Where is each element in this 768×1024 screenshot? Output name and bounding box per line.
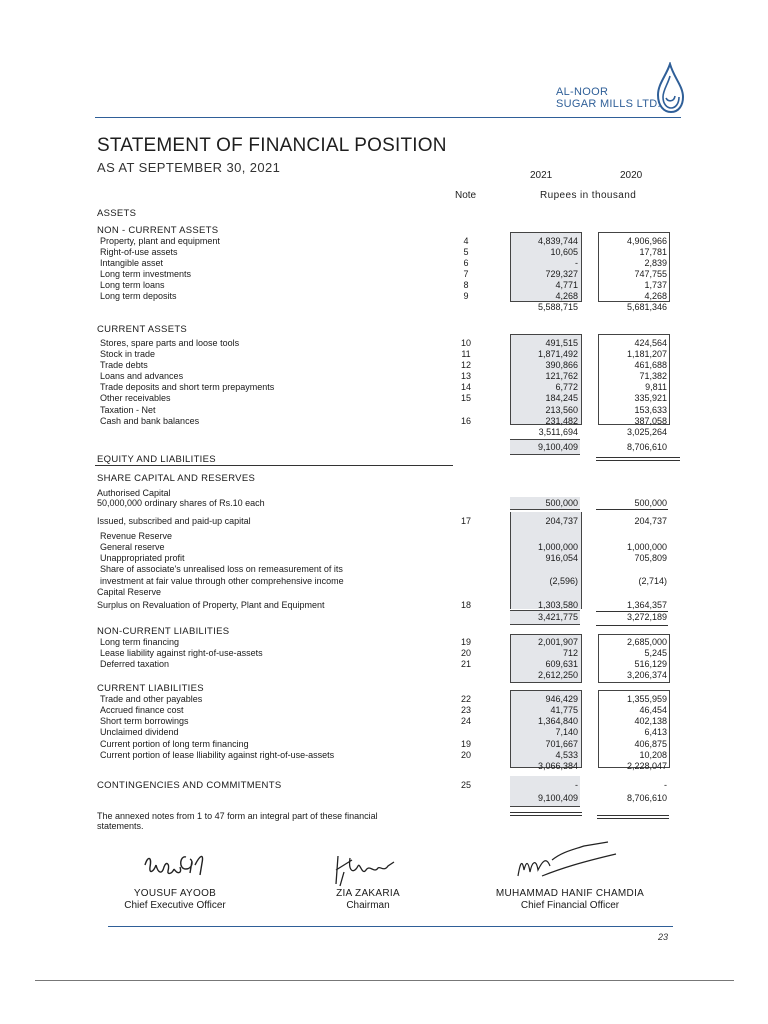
- row-label: Issued, subscribed and paid-up capital: [97, 516, 251, 526]
- table-row: [0, 780, 768, 791]
- row-value-2020: 2,228,047: [626, 761, 667, 771]
- table-row: [0, 473, 768, 484]
- signatory-chairman: [318, 888, 418, 912]
- row-value-2021: 491,515: [545, 338, 578, 348]
- row-note: 10: [460, 338, 471, 348]
- company-name-line1: AL-NOOR: [556, 86, 609, 98]
- row-label: Loans and advances: [100, 371, 184, 381]
- table-row: [0, 739, 768, 750]
- total-2021-double-rule-2: [510, 815, 582, 816]
- row-note: 15: [460, 393, 471, 403]
- row-value-2020: 1,000,000: [626, 542, 667, 552]
- chairman-title: Chairman: [346, 900, 390, 911]
- company-name-line2: SUGAR MILLS LTD.: [556, 98, 661, 110]
- table-row: [0, 531, 768, 542]
- row-value-2021: 3,066,384: [537, 761, 578, 771]
- row-value-2020: 6,413: [644, 727, 667, 737]
- table-row: [0, 612, 768, 623]
- row-label: Trade and other payables: [100, 694, 203, 704]
- row-value-2021: 1,303,580: [537, 600, 578, 610]
- row-label: Trade deposits and short term prepayments: [100, 382, 275, 392]
- units-header: Rupees in thousand: [540, 190, 637, 201]
- row-value-2020: 461,688: [634, 360, 667, 370]
- ceo-title: Chief Executive Officer: [124, 900, 226, 911]
- row-note: 5: [463, 247, 469, 257]
- row-label: Long term investments: [100, 269, 192, 279]
- footer-divider: [108, 926, 673, 927]
- table-row: [0, 258, 768, 269]
- row-value-2020: 3,206,374: [626, 670, 667, 680]
- row-note: 19: [460, 637, 471, 647]
- table-row: [0, 324, 768, 335]
- table-row: [0, 727, 768, 738]
- table-row: [0, 208, 768, 219]
- row-label: Revenue Reserve: [100, 531, 173, 541]
- row-label: EQUITY AND LIABILITIES: [97, 454, 216, 465]
- table-row: [0, 291, 768, 302]
- row-label: NON - CURRENT ASSETS: [97, 225, 219, 236]
- footnote-line1: The annexed notes from 1 to 47 form an integral part of these financial: [97, 811, 378, 821]
- row-label: Short term borrowings: [100, 716, 189, 726]
- row-value-2021: 7,140: [555, 727, 578, 737]
- table-row: [0, 670, 768, 681]
- row-note: 6: [463, 258, 469, 268]
- row-value-2021: 2,612,250: [537, 670, 578, 680]
- row-note: 14: [460, 382, 471, 392]
- table-row: [0, 564, 768, 575]
- row-value-2020: 3,025,264: [626, 427, 667, 437]
- row-value-2020: 1,181,207: [626, 349, 667, 359]
- table-row: [0, 761, 768, 772]
- total-2021-double-rule-1: [510, 812, 582, 813]
- table-row: [0, 454, 768, 465]
- row-label: Long term financing: [100, 637, 180, 647]
- table-row: [0, 587, 768, 598]
- row-note: 20: [460, 750, 471, 760]
- row-value-2021: 1,871,492: [537, 349, 578, 359]
- total-2020-double-rule-1: [597, 815, 669, 816]
- row-value-2020: 1,737: [644, 280, 667, 290]
- row-note: 11: [461, 349, 471, 359]
- row-label: Long term deposits: [100, 291, 177, 301]
- row-value-2021: -: [575, 780, 578, 790]
- equity-heading-rule: [95, 465, 453, 466]
- row-note: 23: [460, 705, 471, 715]
- row-label: Unappropriated profit: [100, 553, 185, 563]
- row-value-2021: 1,000,000: [537, 542, 578, 552]
- row-label: Lease liability against right-of-use-assets: [100, 648, 263, 658]
- row-value-2020: 1,364,357: [626, 600, 667, 610]
- row-value-2021: 9,100,409: [537, 442, 578, 452]
- ceo-signature: [140, 845, 220, 885]
- company-logo-icon: [652, 62, 686, 114]
- row-label: CURRENT ASSETS: [97, 324, 188, 335]
- row-value-2020: 5,245: [644, 648, 667, 658]
- row-value-2020: 8,706,610: [626, 793, 667, 803]
- table-row: [0, 393, 768, 404]
- row-label: Deferred taxation: [100, 659, 170, 669]
- row-value-2020: 1,355,959: [626, 694, 667, 704]
- table-row: [0, 553, 768, 564]
- row-value-2021: 204,737: [545, 516, 578, 526]
- row-value-2021: 500,000: [545, 498, 578, 508]
- row-value-2020: 204,737: [634, 516, 667, 526]
- row-label: Capital Reserve: [97, 587, 162, 597]
- table-row: [0, 360, 768, 371]
- row-label: General reserve: [100, 542, 165, 552]
- table-row: [0, 705, 768, 716]
- table-row: [0, 683, 768, 694]
- row-label: investment at fair value through other comprehensive income: [100, 576, 344, 586]
- row-value-2021: -: [575, 258, 578, 268]
- row-value-2020: (2,714): [638, 576, 667, 586]
- table-row: [0, 637, 768, 648]
- row-label: CURRENT LIABILITIES: [97, 683, 204, 694]
- row-value-2021: 609,631: [545, 659, 578, 669]
- table-row: [0, 793, 768, 804]
- row-value-2021: 712: [562, 648, 578, 658]
- row-label: Long term loans: [100, 280, 165, 290]
- table-row: [0, 716, 768, 727]
- cfo-signature: [512, 840, 622, 882]
- row-value-2021: (2,596): [549, 576, 578, 586]
- row-value-2021: 946,429: [545, 694, 578, 704]
- row-label: SHARE CAPITAL AND RESERVES: [97, 473, 256, 484]
- note-header: Note: [455, 190, 477, 201]
- row-label: Intangible asset: [100, 258, 164, 268]
- row-value-2021: 4,533: [555, 750, 578, 760]
- row-value-2020: 500,000: [634, 498, 667, 508]
- table-row: [0, 542, 768, 553]
- row-value-2021: 701,667: [545, 739, 578, 749]
- page-subtitle: AS AT SEPTEMBER 30, 2021: [97, 160, 281, 175]
- table-row: [0, 382, 768, 393]
- row-note: 22: [460, 694, 471, 704]
- row-value-2020: 335,921: [634, 393, 667, 403]
- row-label: Cash and bank balances: [100, 416, 200, 426]
- table-row: [0, 626, 768, 637]
- row-value-2020: 46,454: [639, 705, 667, 715]
- row-note: 4: [463, 236, 469, 246]
- row-note: 16: [460, 416, 471, 426]
- table-row: [0, 694, 768, 705]
- row-value-2021: 916,054: [545, 553, 578, 563]
- row-label: Surplus on Revaluation of Property, Plant and Equipment: [97, 600, 325, 610]
- page-number: 23: [658, 932, 669, 942]
- row-value-2021: 2,001,907: [537, 637, 578, 647]
- row-note: 13: [460, 371, 471, 381]
- row-value-2021: 3,421,775: [537, 612, 578, 622]
- table-row: [0, 269, 768, 280]
- row-value-2020: 402,138: [634, 716, 667, 726]
- row-value-2021: 5,588,715: [537, 302, 578, 312]
- row-value-2020: 153,633: [634, 405, 667, 415]
- row-value-2021: 4,268: [555, 291, 578, 301]
- total-2020-double-rule-2: [597, 818, 669, 819]
- row-value-2020: 747,755: [634, 269, 667, 279]
- row-value-2020: 2,685,000: [626, 637, 667, 647]
- table-row: [0, 302, 768, 313]
- row-label: Property, plant and equipment: [100, 236, 220, 246]
- row-value-2021: 231,482: [545, 416, 578, 426]
- row-value-2021: 9,100,409: [537, 793, 578, 803]
- row-label: Unclaimed dividend: [100, 727, 179, 737]
- year-2021-header: 2021: [530, 170, 553, 181]
- table-row: [0, 576, 768, 587]
- table-row: [0, 600, 768, 611]
- row-label: Authorised Capital: [97, 488, 171, 498]
- row-note: 21: [460, 659, 471, 669]
- row-label: Right-of-use assets: [100, 247, 178, 257]
- row-value-2021: 10,605: [550, 247, 578, 257]
- table-row: [0, 648, 768, 659]
- row-note: 19: [460, 739, 471, 749]
- signatory-ceo: [110, 888, 240, 912]
- page-title: STATEMENT OF FINANCIAL POSITION: [97, 135, 447, 156]
- row-note: 20: [460, 648, 471, 658]
- row-label: Taxation - Net: [100, 405, 156, 415]
- page-bottom-rule: [35, 980, 734, 981]
- row-note: 17: [460, 516, 471, 526]
- chairman-name: ZIA ZAKARIA: [336, 888, 400, 899]
- row-value-2020: 8,706,610: [626, 442, 667, 452]
- table-row: [0, 498, 768, 509]
- ceo-name: YOUSUF AYOOB: [133, 888, 217, 899]
- row-value-2020: 17,781: [639, 247, 667, 257]
- table-row: [0, 349, 768, 360]
- table-row: [0, 338, 768, 349]
- cfo-title: Chief Financial Officer: [520, 900, 620, 911]
- header-divider: [95, 117, 681, 118]
- chairman-signature: [330, 852, 400, 888]
- table-row: [0, 225, 768, 236]
- table-row: [0, 442, 768, 453]
- row-value-2021: 3,511,694: [538, 427, 578, 437]
- row-value-2021: 729,327: [545, 269, 578, 279]
- row-note: 9: [463, 291, 469, 301]
- table-row: [0, 416, 768, 427]
- row-value-2021: 213,560: [545, 405, 578, 415]
- row-note: 8: [463, 280, 469, 290]
- row-value-2020: 705,809: [634, 553, 667, 563]
- row-value-2020: 9,811: [645, 382, 667, 392]
- table-row: [0, 280, 768, 291]
- row-label: Share of associate's unrealised loss on remeasurement of its: [100, 564, 343, 574]
- footnote-line2: statements.: [97, 821, 144, 831]
- row-label: Stores, spare parts and loose tools: [100, 338, 240, 348]
- row-value-2020: 5,681,346: [626, 302, 667, 312]
- row-value-2021: 41,775: [550, 705, 578, 715]
- row-note: 25: [460, 780, 471, 790]
- row-value-2020: 71,382: [639, 371, 667, 381]
- row-value-2020: 387,058: [634, 416, 667, 426]
- row-value-2020: 424,564: [634, 338, 667, 348]
- row-value-2020: 10,208: [639, 750, 667, 760]
- row-value-2020: 4,268: [644, 291, 667, 301]
- row-value-2020: -: [664, 780, 667, 790]
- table-row: [0, 659, 768, 670]
- row-value-2021: 121,762: [545, 371, 578, 381]
- table-row: [0, 371, 768, 382]
- row-value-2021: 4,839,744: [537, 236, 578, 246]
- row-value-2020: 406,875: [634, 739, 667, 749]
- row-value-2020: 3,272,189: [626, 612, 667, 622]
- table-row: [0, 247, 768, 258]
- row-value-2021: 4,771: [555, 280, 578, 290]
- row-value-2021: 184,245: [545, 393, 578, 403]
- row-label: NON-CURRENT LIABILITIES: [97, 626, 230, 637]
- row-value-2020: 4,906,966: [626, 236, 667, 246]
- row-value-2021: 1,364,840: [537, 716, 578, 726]
- row-label: 50,000,000 ordinary shares of Rs.10 each: [97, 498, 265, 508]
- row-value-2021: 6,772: [555, 382, 578, 392]
- year-2020-header: 2020: [620, 170, 643, 181]
- row-note: 18: [460, 600, 471, 610]
- cfo-name: MUHAMMAD HANIF CHAMDIA: [495, 888, 645, 899]
- row-label: Accrued finance cost: [100, 705, 184, 715]
- row-note: 24: [460, 716, 471, 726]
- row-note: 12: [460, 360, 471, 370]
- table-row: [0, 750, 768, 761]
- table-row: [0, 427, 768, 438]
- row-label: Trade debts: [100, 360, 148, 370]
- signatory-cfo: [480, 888, 660, 912]
- row-value-2020: 2,839: [644, 258, 667, 268]
- table-row: [0, 405, 768, 416]
- table-row: [0, 516, 768, 527]
- row-label: Stock in trade: [100, 349, 156, 359]
- authorised-capital-2020-rule: [596, 509, 668, 510]
- row-label: Current portion of long term financing: [100, 739, 249, 749]
- row-note: 7: [463, 269, 469, 279]
- table-row: [0, 236, 768, 247]
- row-label: CONTINGENCIES AND COMMITMENTS: [97, 780, 282, 791]
- row-value-2021: 390,866: [545, 360, 578, 370]
- row-label: ASSETS: [97, 208, 137, 219]
- row-label: Other receivables: [100, 393, 171, 403]
- row-label: Current portion of lease lliability against right-of-use-assets: [100, 750, 335, 760]
- row-value-2020: 516,129: [634, 659, 667, 669]
